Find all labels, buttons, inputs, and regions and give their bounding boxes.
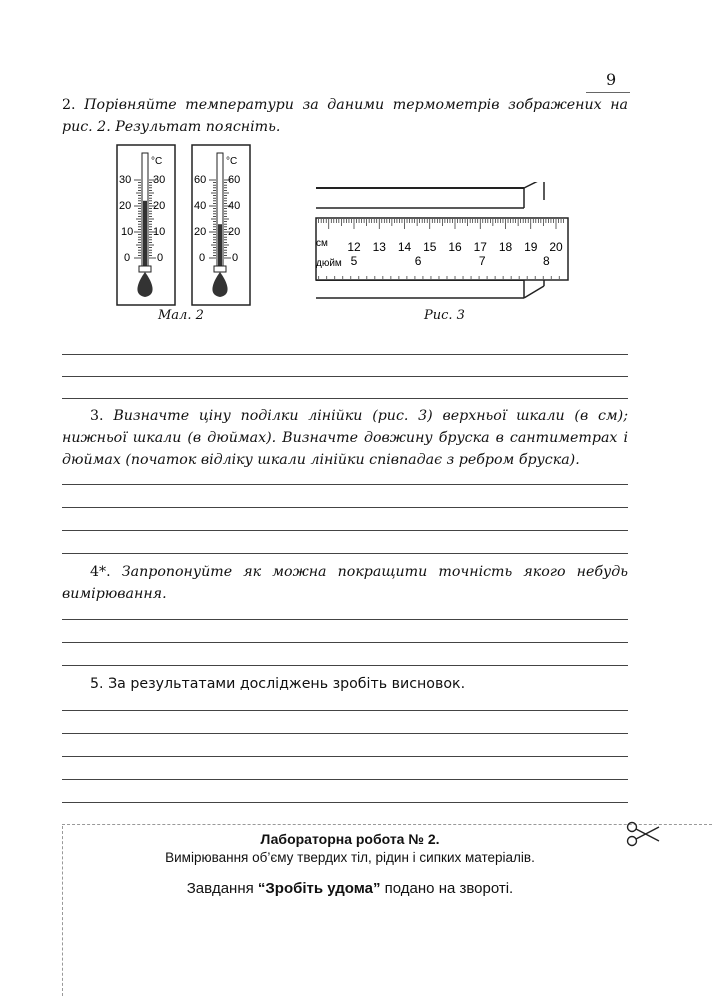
thermometer-2-unit: °C bbox=[226, 156, 238, 167]
task-5-number: 5. bbox=[90, 676, 104, 692]
thermometer-2-label-left: 0 bbox=[199, 252, 206, 264]
thermometer-1-label-right: 20 bbox=[153, 200, 166, 212]
ruler-inch-unit: дюйм bbox=[316, 258, 342, 269]
ruler-inch-label: 7 bbox=[478, 254, 486, 268]
lab-note-prefix: Завдання bbox=[186, 880, 258, 897]
lab-note-bold: “Зробіть удома” bbox=[257, 880, 381, 897]
thermometer-2-label-right: 60 bbox=[228, 174, 241, 186]
ruler-figure bbox=[312, 182, 574, 302]
answer-line[interactable] bbox=[62, 733, 628, 734]
ruler-cm-label: 17 bbox=[473, 240, 487, 254]
cut-line-horizontal bbox=[62, 824, 712, 825]
answer-line[interactable] bbox=[62, 376, 628, 377]
lab-note-suffix: подано на звороті. bbox=[380, 880, 514, 897]
thermometer-2-label-right: 0 bbox=[232, 252, 239, 264]
ruler-cm-label: 16 bbox=[448, 240, 462, 254]
ruler-cm-label: 18 bbox=[498, 240, 513, 254]
lab-subtitle: Вимірювання об’єму твердих тіл, рідин і сипких матеріалів. bbox=[165, 850, 535, 865]
thermometer-1 bbox=[117, 145, 175, 305]
task-2-text: Порівняйте температури за даними термометрів зображених на рис. 2. Результат поясніть. bbox=[62, 97, 628, 135]
answer-line[interactable] bbox=[62, 484, 628, 485]
answer-line[interactable] bbox=[62, 619, 628, 620]
ruler-inch-label: 8 bbox=[543, 254, 550, 268]
answer-line[interactable] bbox=[62, 507, 628, 508]
task-3-number: 3. bbox=[90, 408, 104, 424]
task-3 bbox=[62, 405, 628, 471]
thermometer-2 bbox=[192, 145, 250, 305]
lab-title: Лабораторна робота № 2. bbox=[260, 831, 440, 847]
answer-line[interactable] bbox=[62, 710, 628, 711]
task-4 bbox=[62, 561, 628, 605]
ruler-cm-label: 13 bbox=[372, 240, 386, 254]
ruler-cm-label: 14 bbox=[397, 240, 412, 254]
thermometer-2-label-left: 40 bbox=[194, 200, 207, 212]
task-4-number: 4*. bbox=[90, 564, 111, 580]
thermometer-1-label-left: 0 bbox=[124, 252, 131, 264]
answer-line[interactable] bbox=[62, 756, 628, 757]
answer-line[interactable] bbox=[62, 665, 628, 666]
ruler-cm-label: 12 bbox=[347, 240, 361, 254]
ruler-cm-label: 15 bbox=[423, 240, 437, 254]
ruler-cm-label: 20 bbox=[549, 240, 563, 254]
thermometer-1-column bbox=[143, 201, 147, 266]
thermometer-1-label-left: 20 bbox=[119, 200, 132, 212]
thermometer-2-label-right: 20 bbox=[228, 226, 241, 238]
ruler-inch-label: 5 bbox=[350, 254, 358, 268]
task-5-text: За результатами досліджень зробіть висновок. bbox=[108, 676, 466, 692]
thermometer-2-label-left: 60 bbox=[194, 174, 207, 186]
thermometer-2-label-left: 20 bbox=[194, 226, 207, 238]
thermometer-2-column bbox=[218, 224, 222, 266]
answer-line[interactable] bbox=[62, 354, 628, 355]
page-number-rule bbox=[586, 92, 630, 93]
answer-line[interactable] bbox=[62, 802, 628, 803]
ruler-cm-unit: см bbox=[316, 238, 328, 249]
task-2 bbox=[62, 94, 628, 138]
answer-line[interactable] bbox=[62, 398, 628, 399]
thermometer-1-label-left: 30 bbox=[119, 174, 132, 186]
thermometer-2-label-right: 40 bbox=[228, 200, 241, 212]
thermometer-1-label-right: 30 bbox=[153, 174, 166, 186]
figure-3-caption: Рис. 3 bbox=[424, 308, 465, 323]
figure-2-caption: Мал. 2 bbox=[158, 308, 204, 323]
ruler-inch-label: 6 bbox=[414, 254, 422, 268]
answer-line[interactable] bbox=[62, 642, 628, 643]
thermometers-figure bbox=[115, 143, 255, 308]
ruler-cm-label: 19 bbox=[524, 240, 538, 254]
task-5 bbox=[90, 676, 465, 692]
task-2-number: 2. bbox=[62, 97, 76, 113]
thermometer-1-label-left: 10 bbox=[121, 226, 134, 238]
answer-line[interactable] bbox=[62, 779, 628, 780]
page-number: 9 bbox=[606, 70, 617, 89]
task-4-text: Запропонуйте як можна покращити точність якого небудь вимірювання. bbox=[62, 564, 628, 602]
thermometer-1-label-right: 0 bbox=[157, 252, 164, 264]
thermometer-1-label-right: 10 bbox=[153, 226, 166, 238]
task-3-text: Визначте ціну поділки лінійки (рис. 3) верхньої шкали (в см); нижньої шкали (в дюймах). Визначте довжину бруска в сантиметрах і дюймах (початок відліку шкали лінійки співпадає з ребром бруска). bbox=[62, 408, 628, 468]
answer-line[interactable] bbox=[62, 553, 628, 554]
lab-note bbox=[62, 880, 638, 897]
thermometer-1-unit: °C bbox=[151, 156, 163, 167]
answer-line[interactable] bbox=[62, 530, 628, 531]
